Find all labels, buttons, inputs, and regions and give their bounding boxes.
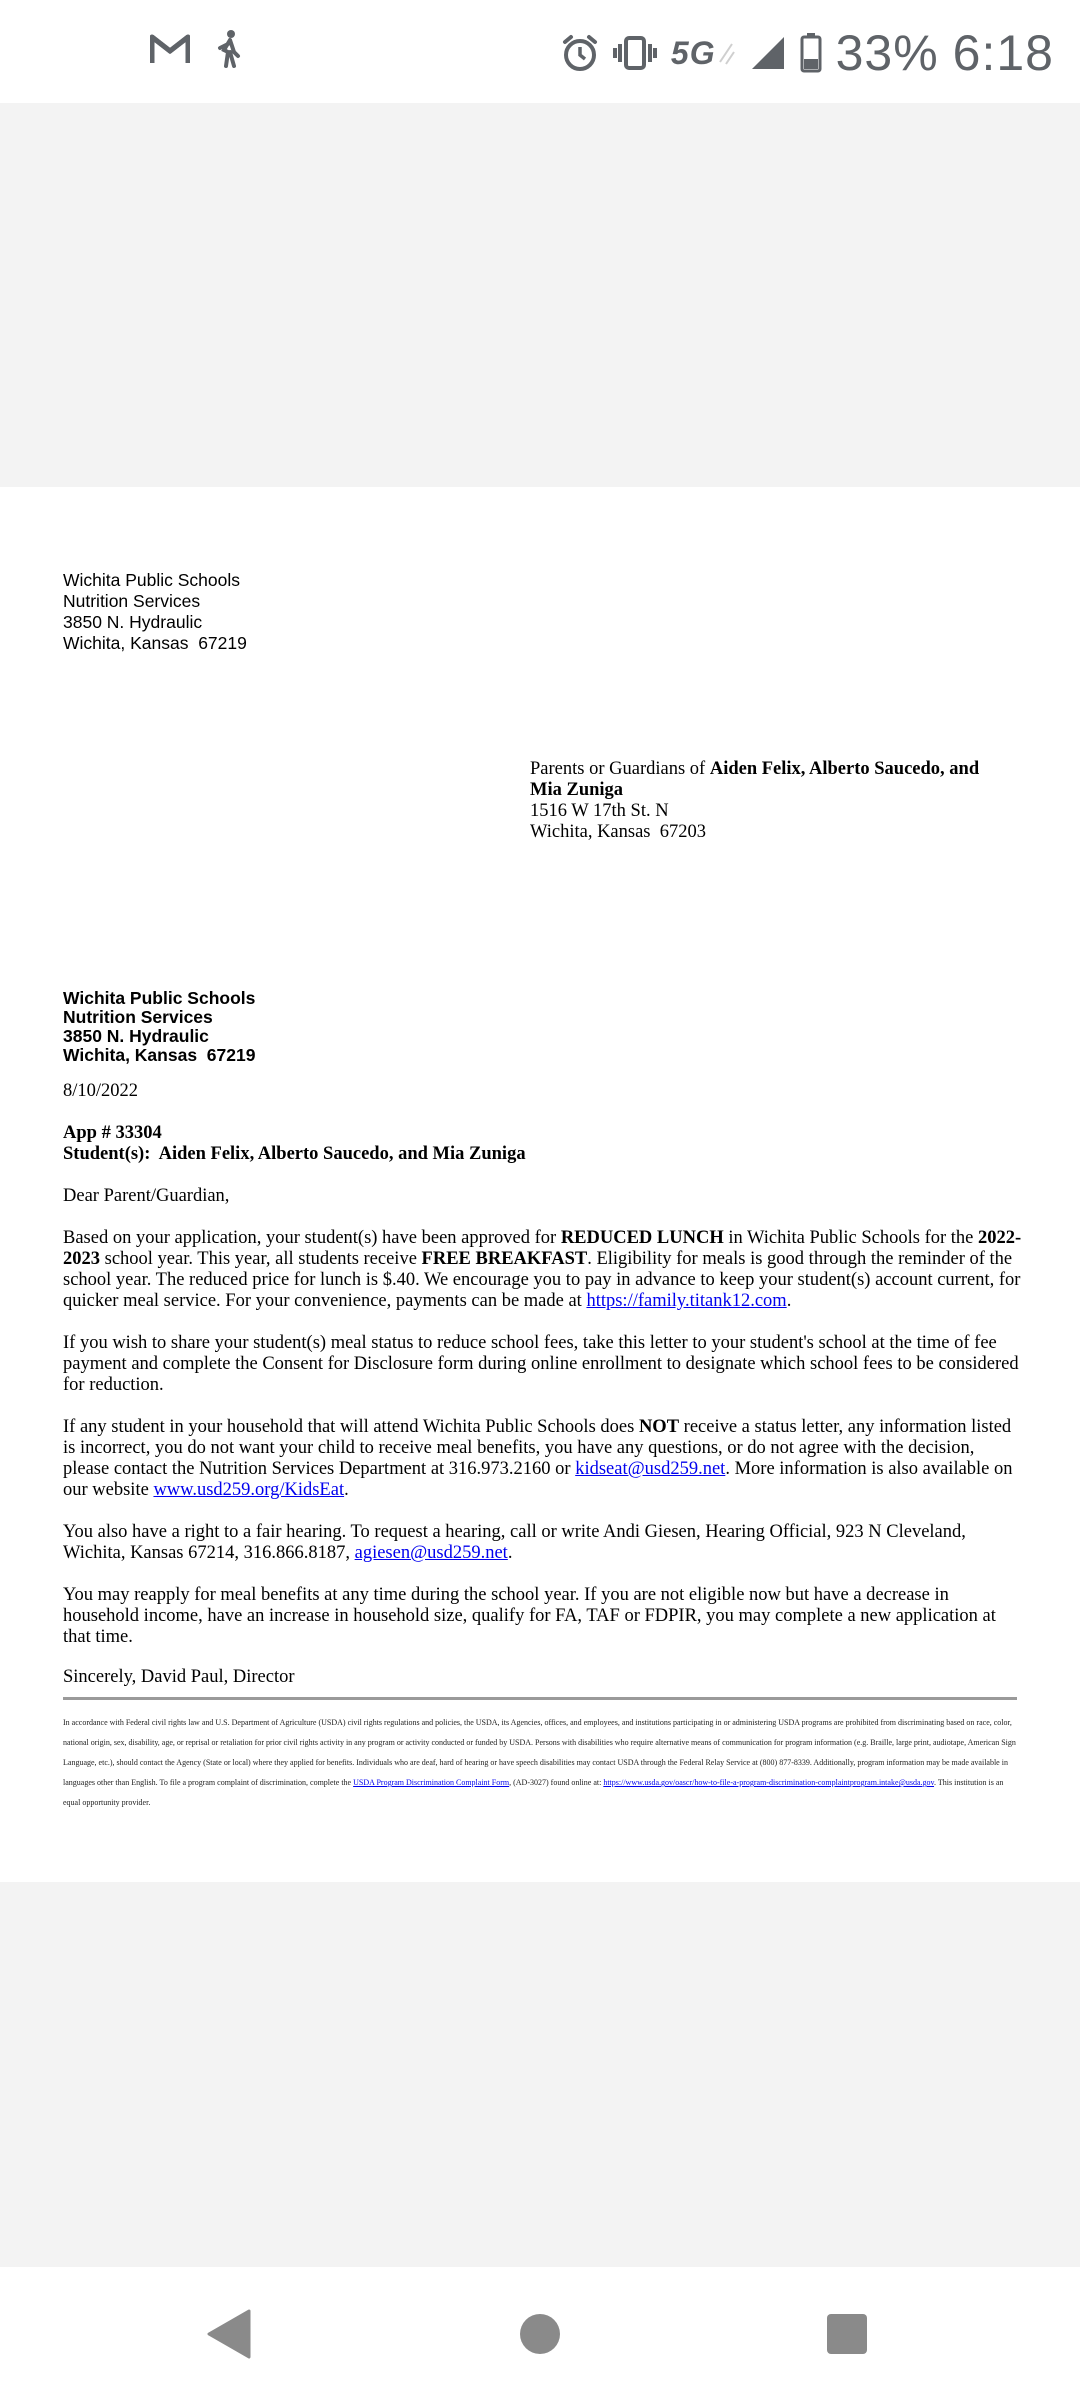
status-bar <box>0 0 1080 103</box>
home-button[interactable] <box>515 2309 565 2359</box>
text: receive a status letter, any information listed is incorrect, you do not want your child to receive meal benefits, you have any questions, or do not agree with the decision, please contact the Nutrition Services Department at 316.973.2160 or <box>63 1417 1012 1479</box>
students-names: Aiden Felix, Alberto Saucedo, and Mia Zuniga <box>158 1144 526 1164</box>
not-text: NOT <box>638 1417 680 1437</box>
text: . This institution is an equal opportunity provider. <box>63 1778 1004 1807</box>
back-button[interactable] <box>204 2309 254 2359</box>
signal-icon <box>750 35 786 71</box>
sender-line: Wichita, Kansas 67219 <box>63 1045 256 1065</box>
text: . <box>507 1543 513 1563</box>
battery-icon <box>800 33 822 73</box>
sender-line: Nutrition Services <box>63 1007 213 1027</box>
text: You may reapply for meal benefits at any time during the school year. If you are not eligible now but have a decrease in household income, have an increase in household size, qualify for FA, TAF or FDPIR, you may complete a new application at that time. <box>63 1585 996 1647</box>
complaint-form-link[interactable]: USDA Program Discrimination Complaint Form <box>353 1778 510 1787</box>
nondiscrimination-statement <box>63 1713 1019 1813</box>
text: . Eligibility for meals is good through the reminder of the school year. The reduced price for lunch is $.40. We encourage you to pay in advance to keep your student(s) account current, for quicker meal service. For your convenience, payments can be made at <box>63 1249 1021 1311</box>
divider <box>63 1697 1017 1700</box>
free-breakfast-text: FREE BREAKFAST <box>421 1249 588 1269</box>
reduced-lunch-text: REDUCED LUNCH <box>560 1228 724 1248</box>
sender-line: Wichita, Kansas 67219 <box>63 633 247 653</box>
school-year-text: 2022-2023 <box>63 1228 1022 1269</box>
recents-icon <box>825 2312 869 2356</box>
text: You also have a right to a fair hearing. To request a hearing, call or write Andi Giesen, Hearing Official, 923 N Cleveland, Wichita, Kansas 67214, 316.866.8187, <box>63 1522 966 1563</box>
text: . More information is also available on our website <box>63 1459 1013 1500</box>
status-bar-right <box>561 24 1054 82</box>
paragraph-share-status <box>63 1333 1023 1396</box>
usda-complaint-url-link[interactable]: https://www.usda.gov/oascr/how-to-file-a-program-discrimination-complaint <box>603 1778 850 1787</box>
text: . <box>786 1291 792 1311</box>
network-label: 5G <box>670 34 716 71</box>
kidseat-email-link[interactable]: kidseat@usd259.net <box>575 1459 726 1479</box>
text: , (AD-3027) found online at: <box>509 1778 604 1787</box>
document-page[interactable] <box>0 487 1080 1882</box>
sender-line: Wichita Public Schools <box>63 988 256 1008</box>
letter-reference <box>63 1123 1023 1165</box>
paragraph-reapply <box>63 1585 1023 1648</box>
website-link[interactable]: www.usd259.org/KidsEat <box>153 1480 345 1500</box>
text: Based on your application, your student(s) have been approved for <box>63 1228 561 1248</box>
back-icon <box>207 2309 251 2359</box>
text: in Wichita Public Schools for the <box>723 1228 979 1248</box>
letter-date: 8/10/2022 <box>63 1081 139 1101</box>
paragraph-contact <box>63 1417 1023 1501</box>
text: . <box>344 1480 349 1500</box>
recipient-street: 1516 W 17th St. N <box>530 801 669 821</box>
paragraph-approval <box>63 1228 1023 1312</box>
recipient-city: Wichita, Kansas 67203 <box>530 822 706 842</box>
sender-address <box>63 570 247 654</box>
navigation-bar <box>0 2267 1080 2400</box>
program-intake-email-link[interactable]: program.intake@usda.gov <box>849 1778 935 1787</box>
paragraph-hearing <box>63 1522 1023 1564</box>
text: school year. This year, all students receive <box>100 1249 422 1269</box>
home-icon <box>519 2313 561 2355</box>
text: In accordance with Federal civil rights law and U.S. Department of Agriculture (USDA) civil rights regulations and policies, the USDA, its Agencies, offices, and employees, and institutions participating in or administering USDA programs are prohibited from discriminating based on race, color, national origin, sex, disability, age, or reprisal or retaliation for prior civil rights activity in any program or activity conducted or funded by USDA. Persons with disabilities who require alternative means of communication for program information (e.g. Braille, large print, audiotape, American Sign Language, etc.), should contact the Agency (State or local) where they applied for benefits. Individuals who are deaf, hard of hearing or have speech disabilities may contact USDA through the Federal Relay Service at (800) 877-8339. Additionally, program information may be made available in languages other than English. To file a program complaint of discrimination, complete the <box>63 1718 1016 1787</box>
students-line <box>63 1144 1023 1165</box>
vibrate-icon <box>613 36 657 70</box>
signoff: Sincerely, David Paul, Director <box>63 1667 295 1687</box>
gmail-icon <box>150 33 190 65</box>
app-number: App # 33304 <box>63 1123 162 1143</box>
text: If you wish to share your student(s) meal status to reduce school fees, take this letter to your student's school at the time of fee payment and complete the Consent for Disclosure form during online enrollment to designate which school fees to be considered for reduction. <box>63 1333 1019 1395</box>
recipient-prefix: Parents or Guardians of <box>530 759 710 779</box>
salutation: Dear Parent/Guardian, <box>63 1186 230 1206</box>
sender-line: Nutrition Services <box>63 591 201 611</box>
status-bar-left <box>150 30 242 68</box>
agiesen-email-link[interactable]: agiesen@usd259.net <box>354 1543 508 1563</box>
recents-button[interactable] <box>822 2309 872 2359</box>
sender-line: Wichita Public Schools <box>63 570 241 590</box>
alarm-icon <box>561 34 599 72</box>
clock-time: 6:18 <box>952 25 1054 81</box>
sender-address-bold <box>63 989 255 1065</box>
sender-line: 3850 N. Hydraulic <box>63 612 203 632</box>
battery-percent: 33% <box>835 25 939 81</box>
walking-icon <box>216 30 242 68</box>
sender-line: 3850 N. Hydraulic <box>63 1026 209 1046</box>
recipient-line <box>530 759 1010 801</box>
payment-link[interactable]: https://family.titank12.com <box>586 1291 787 1311</box>
students-label: Student(s): <box>63 1144 159 1164</box>
text: If any student in your household that will attend Wichita Public Schools does <box>63 1417 639 1437</box>
recipient-names: Aiden Felix, Alberto Saucedo, and Mia Zuniga <box>530 759 980 800</box>
5g-icon <box>671 35 736 72</box>
recipient-address <box>530 759 1010 843</box>
